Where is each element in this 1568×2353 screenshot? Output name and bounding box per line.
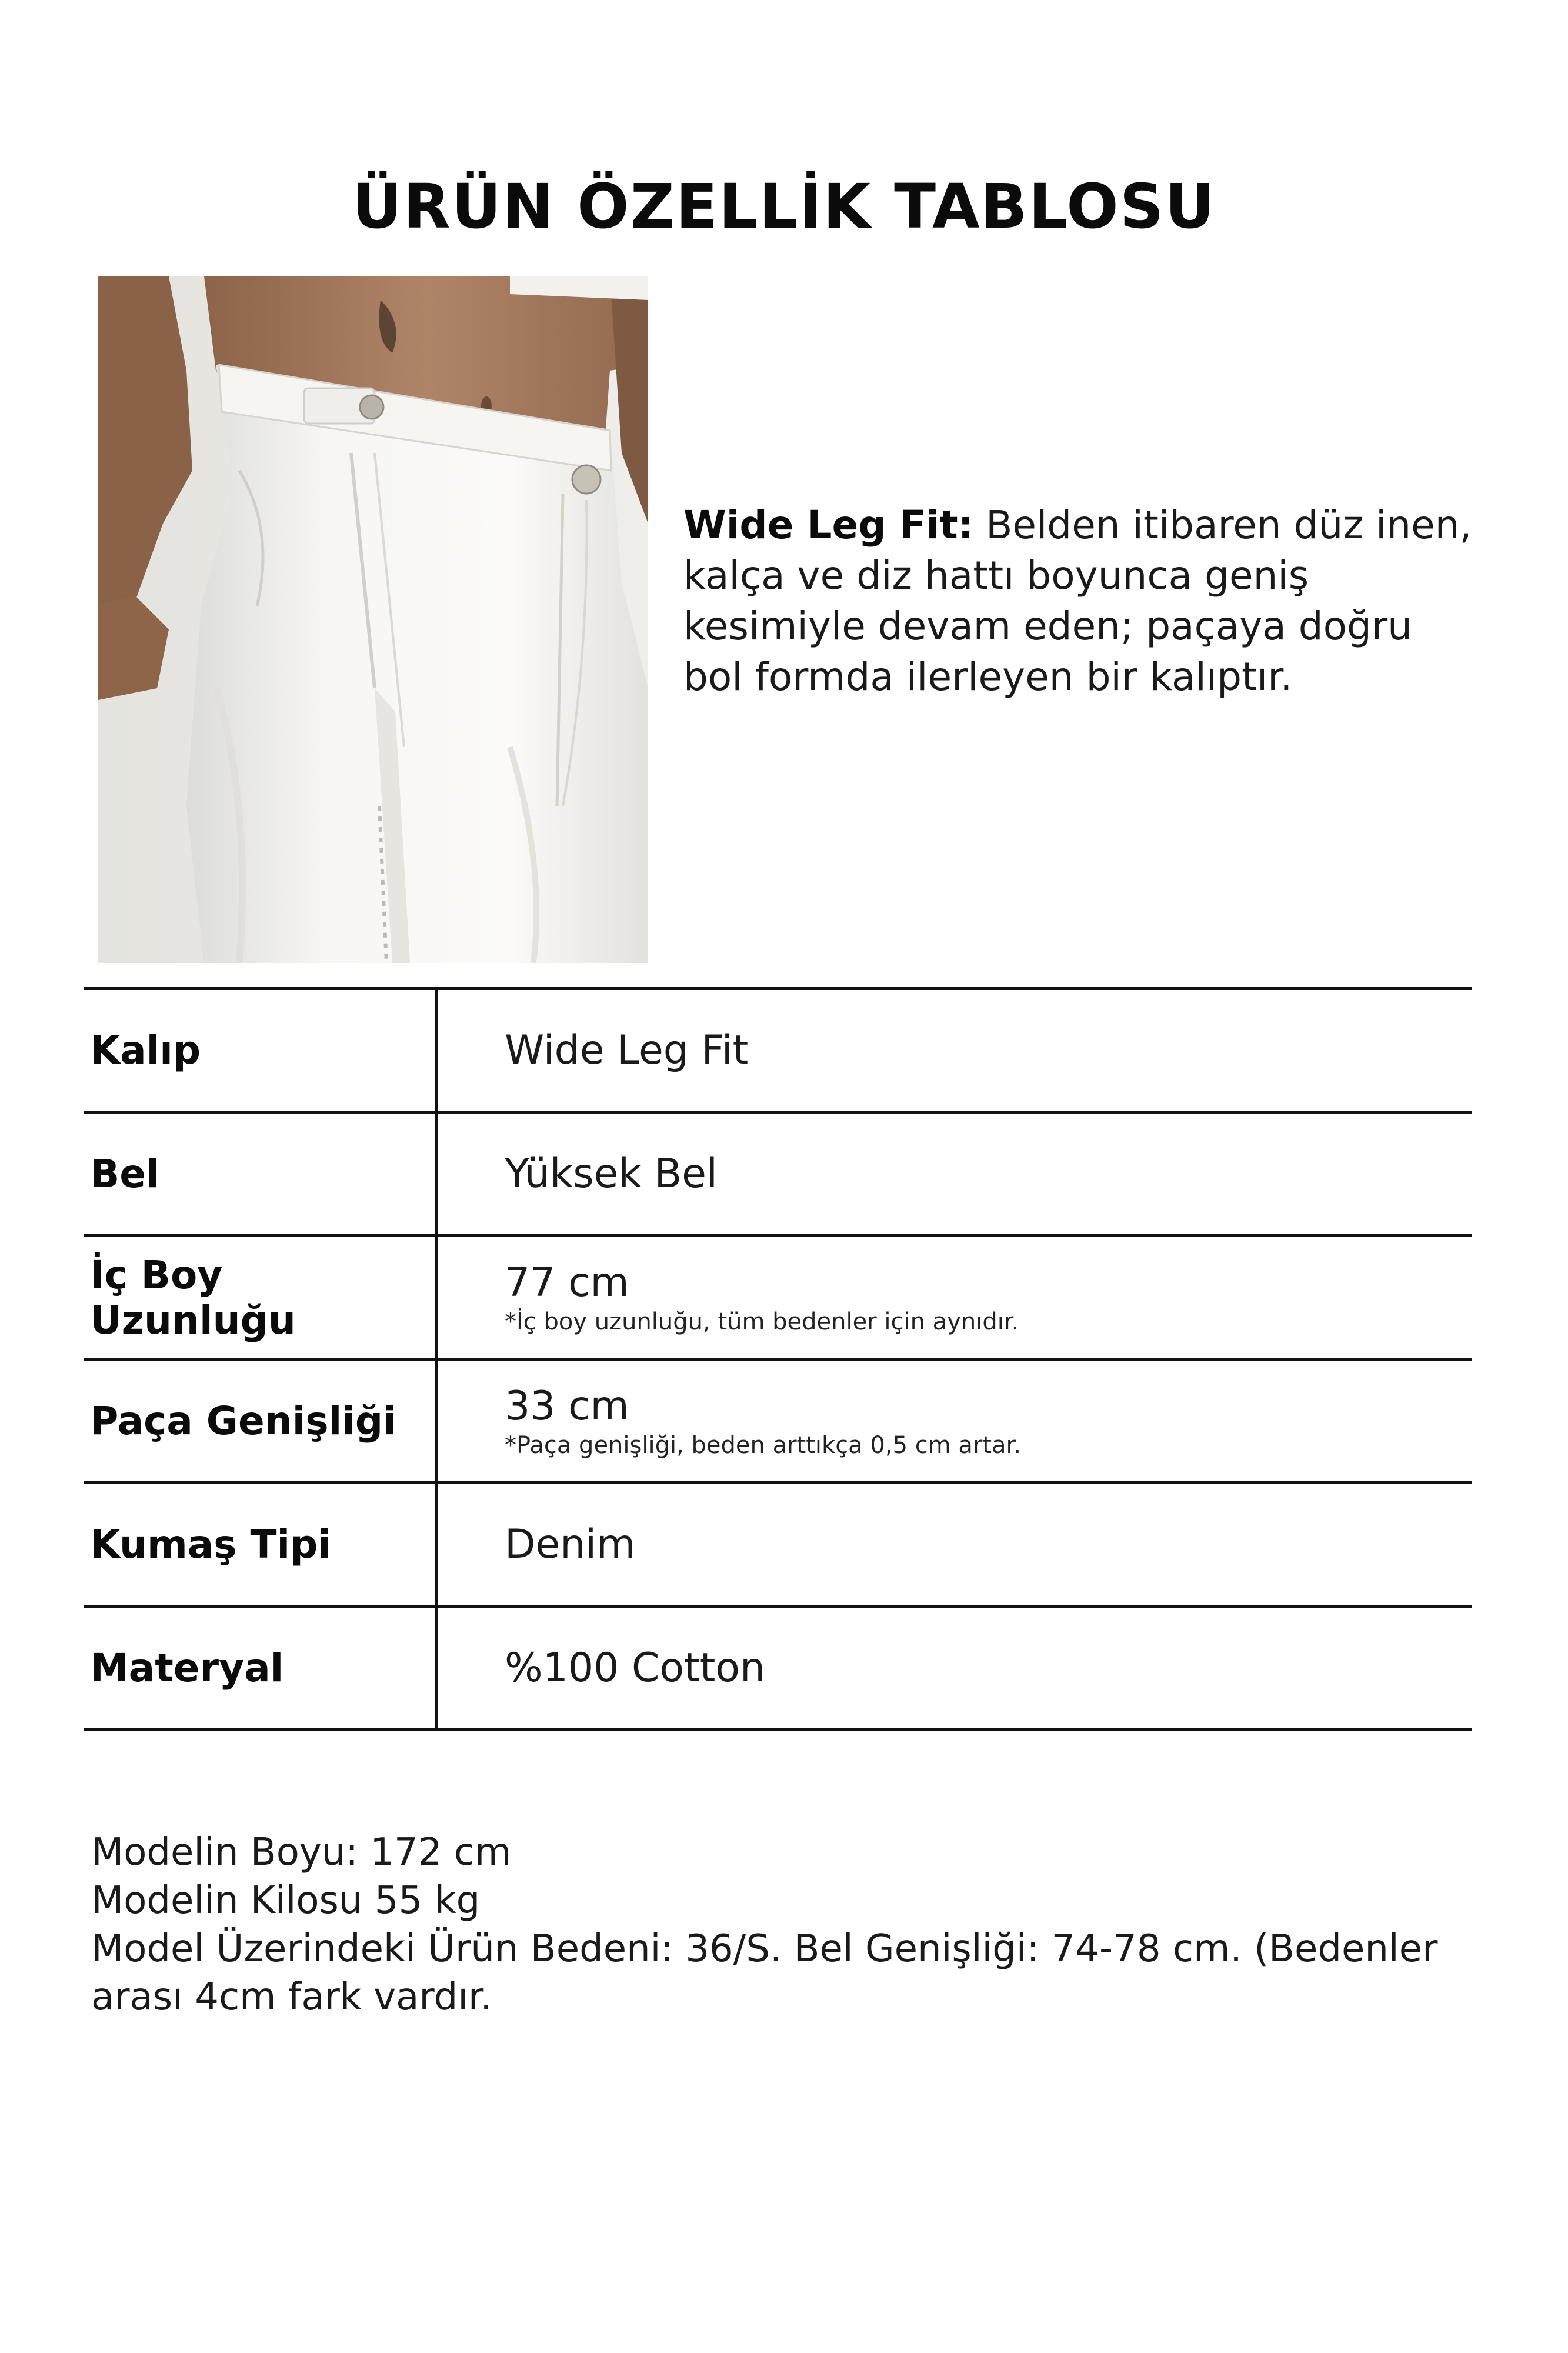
spec-label: Bel xyxy=(90,1151,159,1197)
spec-value xyxy=(505,1237,1446,1358)
spec-label: Materyal xyxy=(90,1645,284,1691)
spec-value-main: Denim xyxy=(505,1521,636,1568)
spec-value-main: 77 cm xyxy=(505,1259,629,1306)
spec-value xyxy=(505,1114,1446,1234)
spec-value xyxy=(505,1484,1446,1605)
spec-label: Paça Genişliği xyxy=(90,1398,396,1444)
spec-label: Kumaş Tipi xyxy=(90,1522,332,1567)
spec-row xyxy=(84,1481,1472,1605)
spec-row xyxy=(84,1358,1472,1481)
model-info xyxy=(91,1828,1491,2021)
column-divider xyxy=(435,1608,438,1728)
spec-value-main: Yüksek Bel xyxy=(505,1150,718,1197)
spec-row xyxy=(84,1111,1472,1234)
model-size: Model Üzerindeki Ürün Bedeni: 36/S. Bel Genişliği: 74-78 cm. (Bedenler arası 4cm fark vardır. xyxy=(91,1927,1438,2019)
column-divider xyxy=(435,1237,438,1358)
column-divider xyxy=(435,1114,438,1234)
model-height: Modelin Boyu: 172 cm xyxy=(91,1831,512,1874)
fit-text: Belden itibaren düz inen, kalça ve diz hattı boyunca geniş kesimiyle devam eden; paçaya doğru bol formda ilerleyen bir kalıptır. xyxy=(683,502,1472,699)
spec-label: Kalıp xyxy=(90,1028,201,1073)
spec-table xyxy=(84,987,1472,1731)
spec-label: İç Boy Uzunluğu xyxy=(90,1252,296,1343)
product-photo xyxy=(98,276,648,963)
spec-value-main: %100 Cotton xyxy=(505,1644,766,1691)
spec-row xyxy=(84,1234,1472,1358)
column-divider xyxy=(435,990,438,1111)
fit-description xyxy=(683,500,1477,702)
spec-row xyxy=(84,1605,1472,1731)
column-divider xyxy=(435,1361,438,1481)
spec-value-note: *İç boy uzunluğu, tüm bedenler için aynıdır. xyxy=(505,1308,1019,1335)
column-divider xyxy=(435,1484,438,1605)
page-title: ÜRÜN ÖZELLİK TABLOSU xyxy=(352,171,1216,242)
spec-value xyxy=(505,1361,1446,1481)
spec-value-main: Wide Leg Fit xyxy=(505,1026,749,1074)
spec-row xyxy=(84,987,1472,1111)
fit-term: Wide Leg Fit: xyxy=(683,502,974,548)
spec-value-main: 33 cm xyxy=(505,1382,629,1429)
spec-value xyxy=(505,990,1446,1111)
model-weight: Modelin Kilosu 55 kg xyxy=(91,1879,481,1922)
spec-value-note: *Paça genişliği, beden arttıkça 0,5 cm artar. xyxy=(505,1431,1022,1459)
spec-value xyxy=(505,1608,1446,1728)
